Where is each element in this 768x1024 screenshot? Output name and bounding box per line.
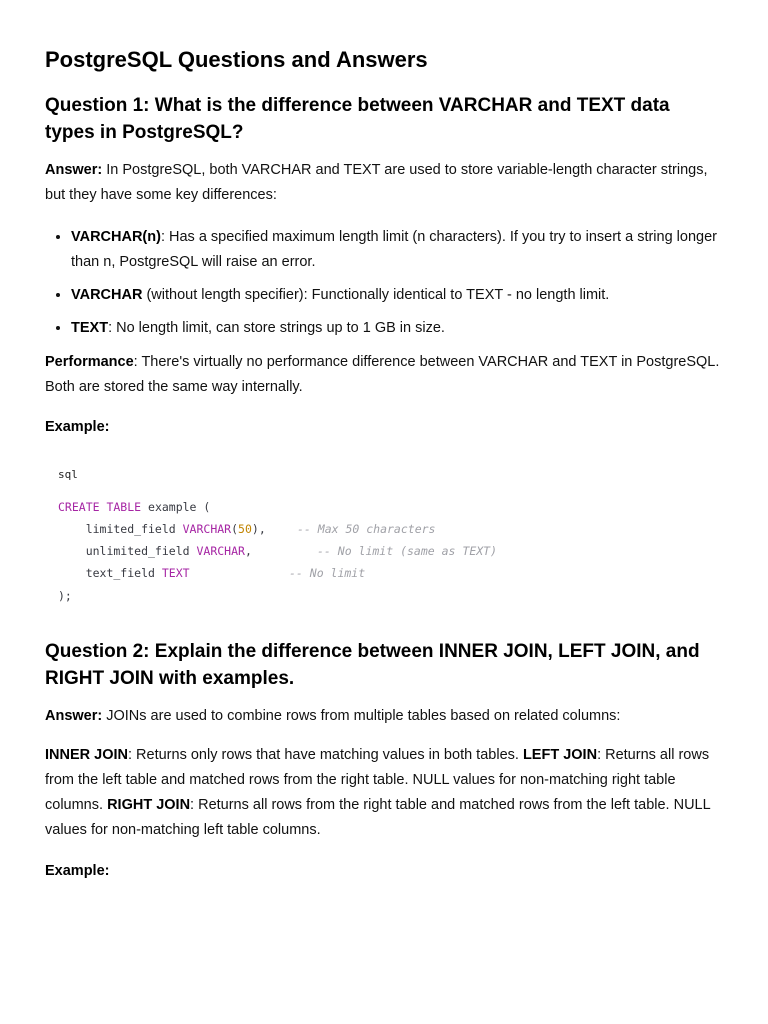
example-label: [45, 859, 723, 884]
bullet-text: : No length limit, can store strings up to 1 GB in size.: [108, 320, 445, 336]
code-block: [45, 468, 723, 608]
performance-text: : There's virtually no performance difference between VARCHAR and TEXT in PostgreSQL. Both are stored the same way internally.: [45, 354, 720, 395]
inner-join-label: INNER JOIN: [45, 747, 128, 763]
answer-text: In PostgreSQL, both VARCHAR and TEXT are used to store variable-length character strings, but they have some key differences:: [45, 162, 708, 203]
example-label-text: Example:: [45, 863, 110, 879]
list-item: [71, 224, 723, 275]
example-label-text: Example:: [45, 419, 110, 435]
code-text: limited_field: [58, 522, 183, 536]
bullet-term: TEXT: [71, 320, 109, 336]
code-comment: -- No limit (same as TEXT): [317, 544, 498, 558]
code-number: 50: [238, 522, 252, 536]
answer-text: JOINs are used to combine rows from multiple tables based on related columns:: [102, 708, 621, 724]
list-item: [71, 282, 723, 308]
right-join-text: : Returns all rows from the right table and matched rows from the left table. NULL values for non-matching left table columns.: [45, 797, 711, 838]
example-label: [45, 415, 723, 440]
code-type: VARCHAR: [182, 522, 232, 536]
inner-join-text: : Returns only rows that have matching values in both tables.: [128, 747, 523, 763]
left-join-label: LEFT JOIN: [522, 747, 598, 763]
bullet-term: VARCHAR: [71, 287, 143, 303]
code-text: ,: [244, 544, 252, 558]
bullet-list: [45, 224, 723, 348]
performance-paragraph: [45, 350, 723, 400]
code-text: example (: [141, 500, 211, 514]
code-line: [58, 565, 190, 581]
joins-paragraph: [45, 743, 723, 843]
list-item: [71, 315, 723, 341]
answer-label: Answer:: [45, 708, 103, 724]
bullet-text: : Has a specified maximum length limit (n characters). If you try to insert a string longer than n, PostgreSQL will raise an error.: [71, 229, 717, 270]
code-line: [58, 499, 210, 515]
code-text: text_field: [58, 566, 162, 580]
code-comment: -- Max 50 characters: [297, 522, 436, 536]
page-title: PostgreSQL Questions and Answers: [45, 47, 428, 72]
code-line: [58, 521, 266, 537]
question-2-answer: [45, 704, 723, 729]
code-language-label: sql: [58, 468, 78, 481]
performance-label: Performance: [45, 354, 134, 370]
answer-label: Answer:: [45, 162, 103, 178]
question-2-heading: Question 2: Explain the difference between INNER JOIN, LEFT JOIN, and RIGHT JOIN with examples.: [45, 641, 700, 689]
question-1-heading: Question 1: What is the difference between VARCHAR and TEXT data types in PostgreSQL?: [45, 95, 670, 143]
right-join-label: RIGHT JOIN: [107, 797, 191, 813]
bullet-term: VARCHAR(n): [71, 229, 161, 245]
code-comment: -- No limit: [289, 566, 366, 580]
code-line: );: [58, 589, 72, 603]
code-type: TEXT: [161, 566, 190, 580]
code-keyword: CREATE TABLE: [58, 500, 142, 514]
code-text: ),: [251, 522, 266, 536]
bullet-text: (without length specifier): Functionally identical to TEXT - no length limit.: [142, 287, 610, 303]
question-1-answer: [45, 158, 723, 208]
left-join-text: : Returns all rows from the left table and matched rows from the right table. NULL values for non-matching right table columns.: [45, 747, 710, 813]
code-line: [58, 543, 252, 559]
code-text: (: [231, 522, 239, 536]
code-type: VARCHAR: [196, 544, 245, 558]
code-text: unlimited_field: [58, 544, 197, 558]
